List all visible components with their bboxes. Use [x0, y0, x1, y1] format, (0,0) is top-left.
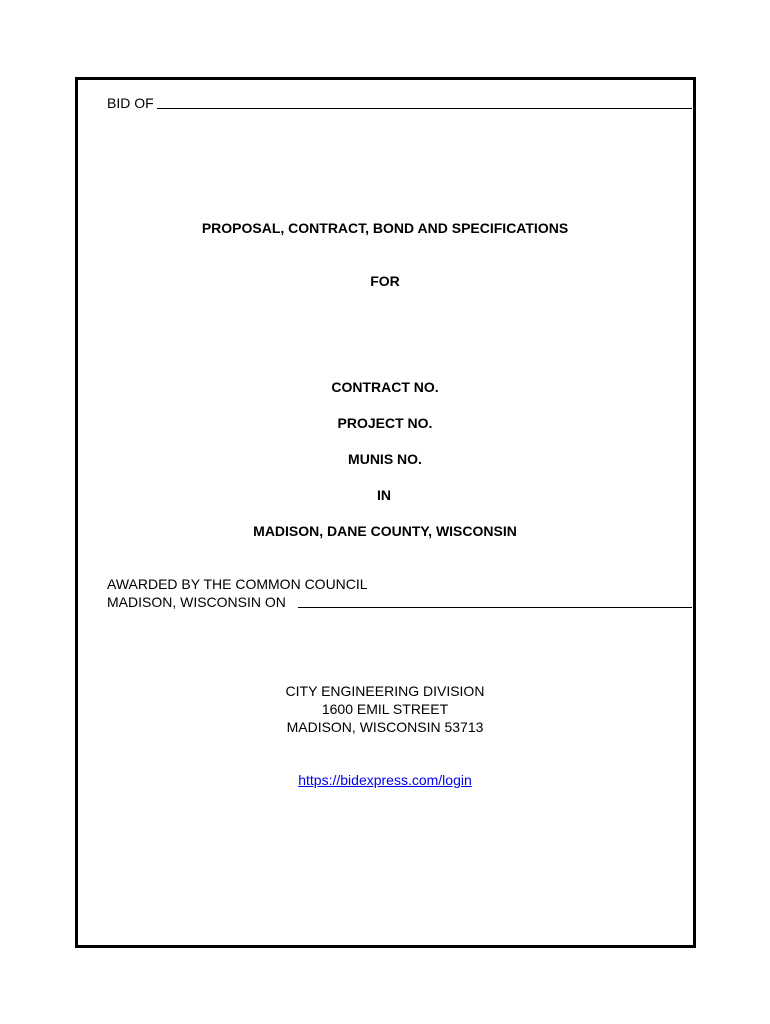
munis-no-label: MUNIS NO. [348, 451, 422, 467]
awarded-date-blank-line [298, 607, 692, 608]
division-name: CITY ENGINEERING DIVISION [285, 683, 485, 699]
document-title: PROPOSAL, CONTRACT, BOND AND SPECIFICATIONS [201, 220, 569, 236]
in-label: IN [377, 487, 391, 503]
project-no-label: PROJECT NO. [337, 415, 433, 431]
bid-of-blank-line [157, 108, 692, 109]
for-label: FOR [370, 273, 400, 289]
awarded-line-1: AWARDED BY THE COMMON COUNCIL [107, 576, 368, 592]
document-border [75, 77, 696, 948]
bidexpress-link-row [0, 772, 770, 789]
contract-no-label: CONTRACT NO. [331, 379, 439, 395]
awarded-line-2: MADISON, WISCONSIN ON [107, 594, 286, 610]
division-street: 1600 EMIL STREET [321, 701, 449, 717]
location-label: MADISON, DANE COUNTY, WISCONSIN [253, 523, 517, 539]
division-city: MADISON, WISCONSIN 53713 [286, 719, 484, 735]
bid-of-label: BID OF [107, 95, 154, 111]
bidexpress-link[interactable]: https://bidexpress.com/login [298, 772, 472, 788]
